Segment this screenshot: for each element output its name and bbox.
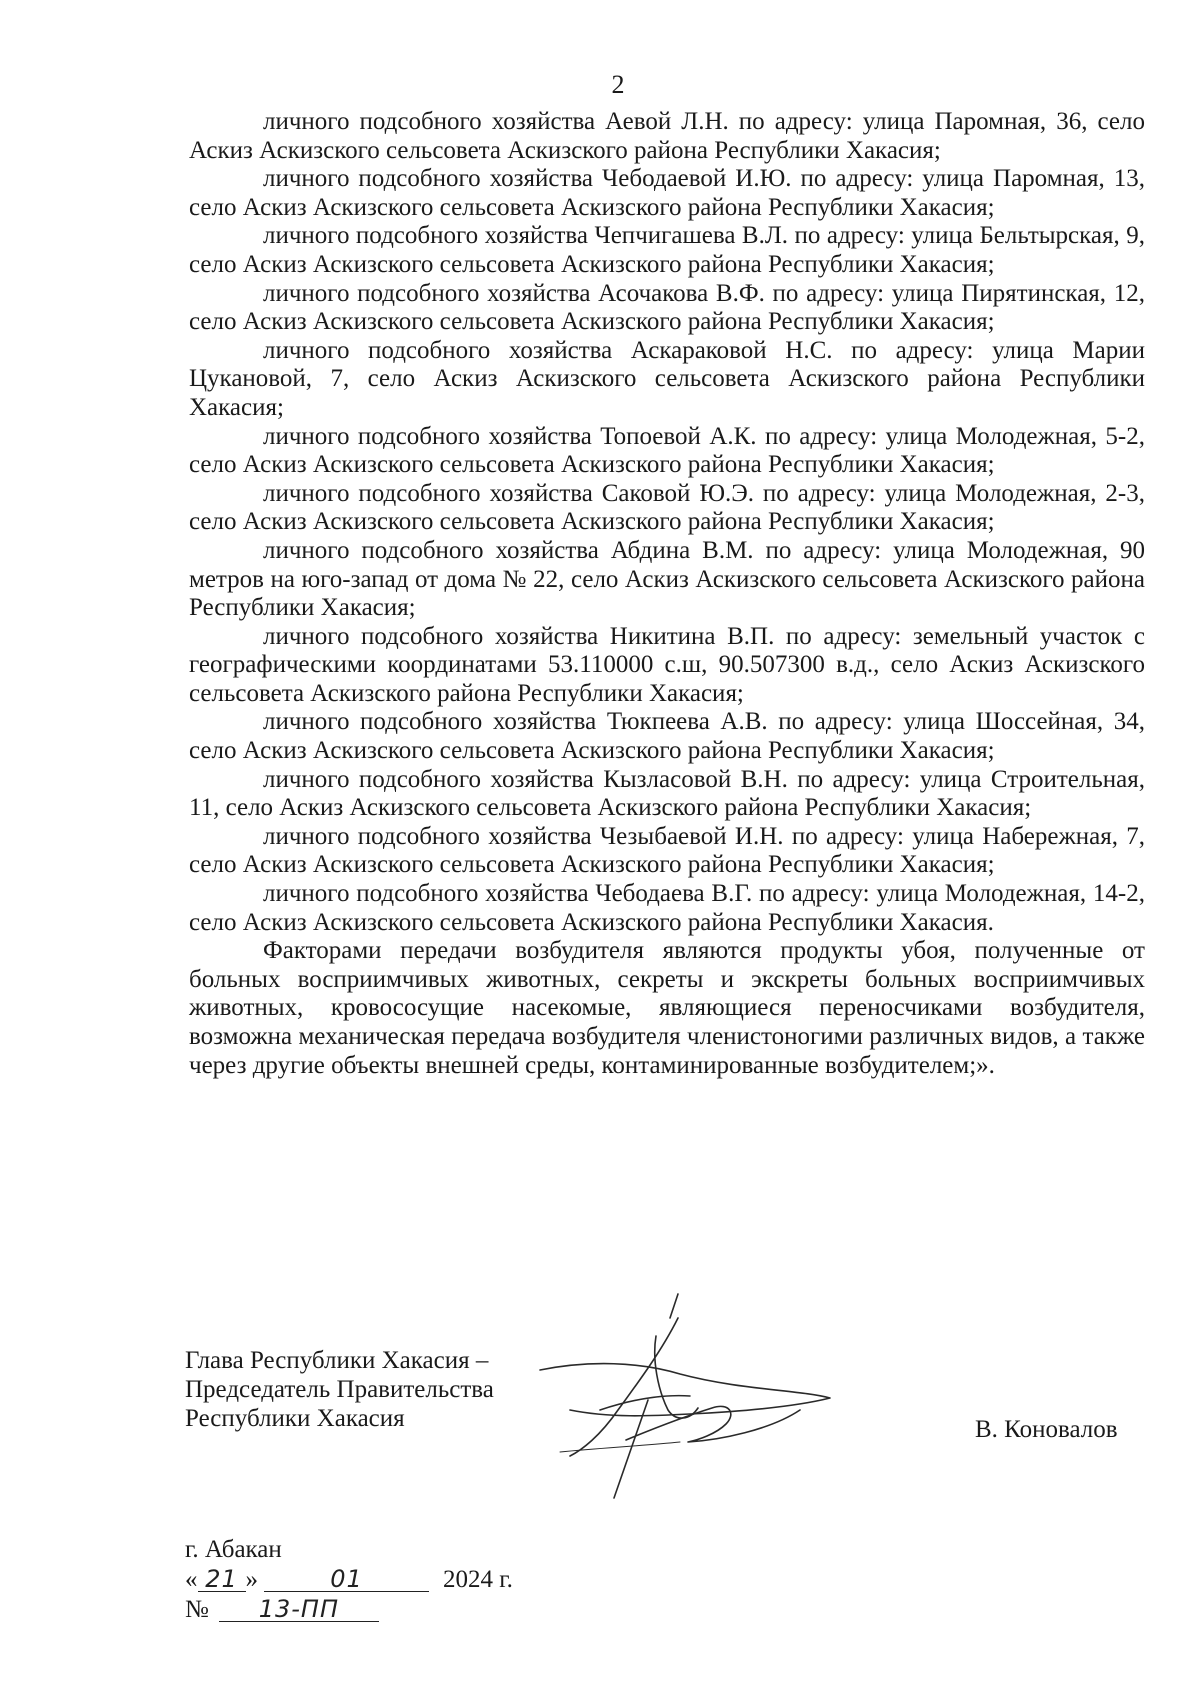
quote-open: «	[185, 1566, 198, 1593]
issue-date	[185, 1565, 513, 1595]
issue-year: 2024 г.	[443, 1566, 513, 1593]
signatory-title-line: Председатель Правительства	[185, 1376, 494, 1403]
signatory-title	[185, 1346, 494, 1433]
paragraph: Факторами передачи возбудителя являются продукты убоя, полученные от больных восприимчивых животных, секреты и экскреты больных восприимчивых животных, кровососущие насекомые, являющиеся переносчиками возбудителя, возможна механическая передача возбудителя членистоногими различных видов, а также через другие объекты внешней среды, контаминированные возбудителем;».	[189, 937, 1145, 1079]
paragraph: личного подсобного хозяйства Чебодаева В.Г. по адресу: улица Молодежная, 14-2, село Аскиз Аскизского сельсовета Аскизского района Республики Хакасия.	[189, 880, 1145, 936]
number-sign: №	[185, 1596, 209, 1623]
paragraph: личного подсобного хозяйства Асочакова В.Ф. по адресу: улица Пирятинская, 12, село Аскиз Аскизского сельсовета Аскизского района Республики Хакасия;	[189, 279, 1145, 336]
document-body	[189, 108, 1145, 1080]
quote-close: »	[245, 1566, 258, 1593]
issue-city: г. Абакан	[185, 1536, 282, 1563]
handwritten-signature	[530, 1290, 870, 1520]
paragraph: личного подсобного хозяйства Абдина В.М. по адресу: улица Молодежная, 90 метров на юго-запад от дома № 22, село Аскиз Аскизского сельсовета Аскизского района Республики Хакасия;	[189, 536, 1145, 622]
page-number: 2	[611, 70, 625, 99]
paragraph: личного подсобного хозяйства Чепчигашева В.Л. по адресу: улица Бельтырская, 9, село Аскиз Аскизского сельсовета Аскизского района Республики Хакасия;	[189, 222, 1145, 278]
paragraph: личного подсобного хозяйства Аевой Л.Н. по адресу: улица Паромная, 36, село Аскиз Аскизского сельсовета Аскизского района Республики Хакасия;	[189, 108, 1145, 164]
issue-day: 21	[198, 1567, 246, 1592]
paragraph: личного подсобного хозяйства Тюкпеева А.В. по адресу: улица Шоссейная, 34, село Аскиз Аскизского сельсовета Аскизского района Республики Хакасия;	[189, 708, 1145, 765]
paragraph: личного подсобного хозяйства Чебодаевой И.Ю. по адресу: улица Паромная, 13, село Аскиз Аскизского сельсовета Аскизского района Республики Хакасия;	[189, 165, 1145, 221]
signatory-title-line: Республики Хакасия	[185, 1405, 405, 1432]
issue-month: 01	[264, 1567, 429, 1592]
signatory-title-line: Глава Республики Хакасия –	[185, 1347, 489, 1374]
issue-number-row	[185, 1595, 513, 1625]
signatory-name: В. Коновалов	[975, 1416, 1118, 1443]
issue-details	[185, 1535, 513, 1625]
issue-number: 13-ПП	[219, 1597, 379, 1622]
paragraph: личного подсобного хозяйства Никитина В.П. по адресу: земельный участок с географическими координатами 53.110000 с.ш, 90.507300 в.д., село Аскиз Аскизского сельсовета Аскизского района Республики Хакасия;	[189, 622, 1145, 707]
paragraph: личного подсобного хозяйства Саковой Ю.Э. по адресу: улица Молодежная, 2-3, село Аскиз Аскизского сельсовета Аскизского района Республики Хакасия;	[189, 479, 1145, 536]
paragraph: личного подсобного хозяйства Кызласовой В.Н. по адресу: улица Строительная, 11, село Аскиз Аскизского сельсовета Аскизского района Республики Хакасия;	[189, 765, 1145, 822]
paragraph: личного подсобного хозяйства Топоевой А.К. по адресу: улица Молодежная, 5-2, село Аскиз Аскизского сельсовета Аскизского района Республики Хакасия;	[189, 422, 1145, 479]
paragraph: личного подсобного хозяйства Аскараковой Н.С. по адресу: улица Марии Цукановой, 7, село Аскиз Аскизского сельсовета Аскизского района Республики Хакасия;	[189, 336, 1145, 421]
paragraph: личного подсобного хозяйства Чезыбаевой И.Н. по адресу: улица Набережная, 7, село Аскиз Аскизского сельсовета Аскизского района Республики Хакасия;	[189, 822, 1145, 879]
